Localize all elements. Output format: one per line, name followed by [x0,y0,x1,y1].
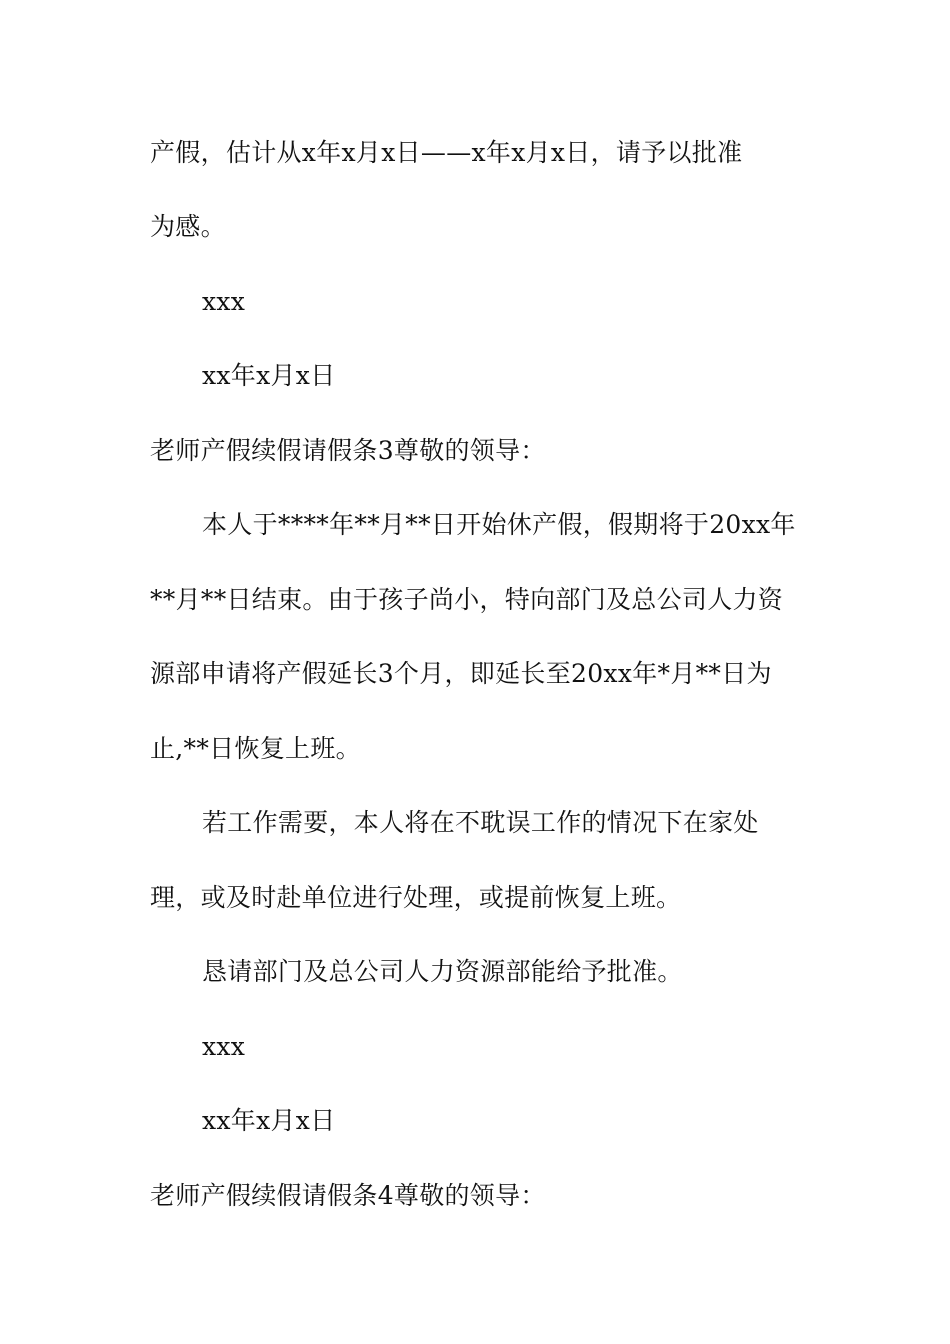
paragraph-line: 本人于****年**月**日开始休产假，假期将于20xx年 [202,510,796,539]
paragraph-line: 止,**日恢复上班。 [150,734,361,763]
section-heading: 老师产假续假请假条4尊敬的领导： [150,1181,546,1210]
section-heading: 老师产假续假请假条3尊敬的领导： [150,436,546,465]
paragraph-line: 理，或及时赴单位进行处理，或提前恢复上班。 [150,883,682,912]
paragraph-line: **月**日结束。由于孩子尚小，特向部门及总公司人力资 [150,585,784,614]
paragraph-line: 源部申请将产假延长3个月，即延长至20xx年*月**日为 [150,659,772,688]
signature-date: xx年x月x日 [202,361,336,390]
paragraph-line: 若工作需要，本人将在不耽误工作的情况下在家处 [202,808,759,837]
paragraph-line: 为感。 [150,212,226,241]
paragraph-line: 恳请部门及总公司人力资源部能给予批准。 [202,957,683,986]
signature-name: xxx [202,287,246,316]
paragraph-line: 产假，估计从x年x月x日——x年x月x日，请予以批准 [150,138,743,167]
signature-name: xxx [202,1032,246,1061]
signature-date: xx年x月x日 [202,1106,336,1135]
